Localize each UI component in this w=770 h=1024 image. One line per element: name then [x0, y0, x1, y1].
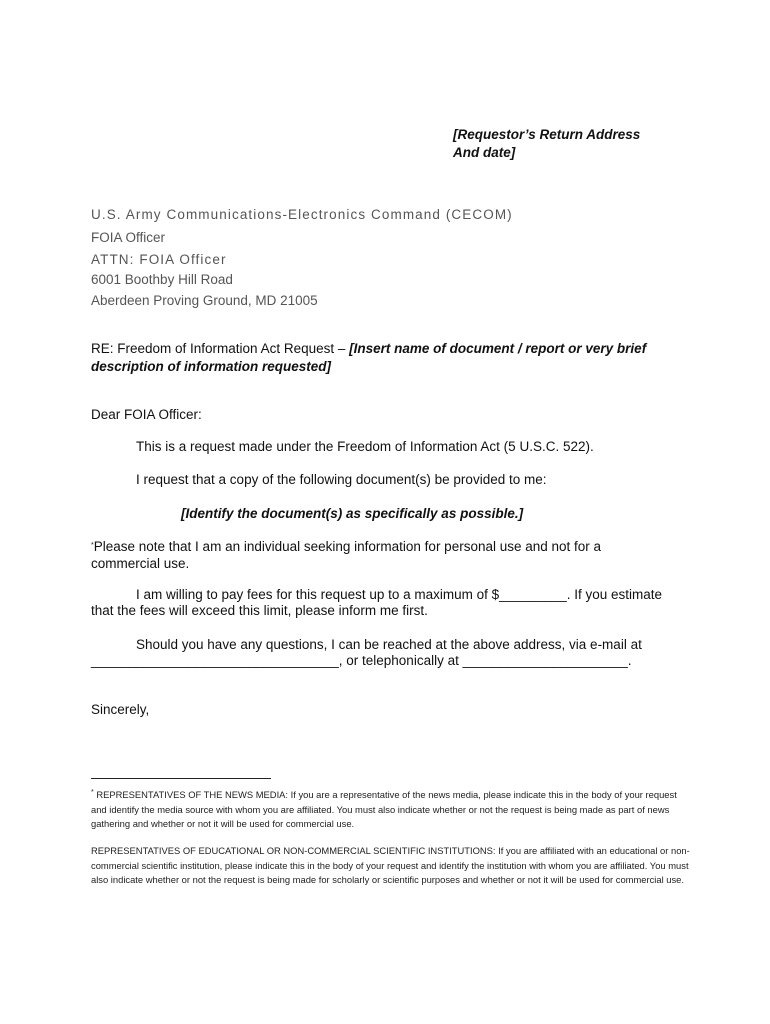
- identify-documents-placeholder: [Identify the document(s) as specifically as possible.]: [181, 506, 524, 521]
- return-address-line-1: [Requestor’s Return Address: [453, 127, 641, 142]
- recipient-officer: FOIA Officer: [91, 230, 166, 245]
- recipient-command: U.S. Army Communications-Electronics Command (CECOM): [91, 207, 513, 222]
- fees-line-1: I am willing to pay fees for this request up to a maximum of $_________. If you estimate: [136, 587, 663, 602]
- footnote-divider: [91, 778, 271, 779]
- note-text: Please note that I am an individual seeking information for personal use and not for a commercial use.: [91, 539, 602, 571]
- closing: Sincerely,: [91, 702, 150, 717]
- subject-line: [91, 340, 691, 376]
- subject-emphasis: [Insert name of document / report or very brief description of information requested]: [91, 341, 647, 374]
- copy-request-paragraph: I request that a copy of the following document(s) be provided to me:: [136, 472, 547, 487]
- footnote-educational: REPRESENTATIVES OF EDUCATIONAL OR NON-COMMERCIAL SCIENTIFIC INSTITUTIONS: If you are affiliated with an educational or non-commercial scientific institution, please indicate this in the body of your request and identify the institution with whom you are affiliated. You must also indicate whether or not the request is being made for scholarly or scientific purposes and whether or not it will be used for commercial use.: [91, 845, 690, 885]
- recipient-street: 6001 Boothby Hill Road: [91, 272, 233, 287]
- return-address-line-2: And date]: [453, 145, 516, 160]
- fees-line-2: that the fees will exceed this limit, please inform me first.: [91, 603, 428, 618]
- subject-prefix: RE: Freedom of Information Act Request –: [91, 341, 350, 356]
- return-address: [453, 126, 640, 162]
- personal-use-note: [91, 537, 651, 572]
- salutation: Dear FOIA Officer:: [91, 407, 202, 422]
- request-paragraph: This is a request made under the Freedom of Information Act (5 U.S.C. 522).: [136, 439, 594, 454]
- footnote-news-media-text: REPRESENTATIVES OF THE NEWS MEDIA: If you are a representative of the news media, please indicate this in the body of your request and identify the media source with whom you are affiliated. You must also indicate whether or not the request is being made as part of news gathering and whether or not it will be used for commercial use.: [91, 789, 677, 829]
- footnote-marker: *: [91, 789, 94, 796]
- recipient-attn: ATTN: FOIA Officer: [91, 252, 227, 267]
- contact-line-2: _________________________________, or telephonically at ______________________.: [91, 653, 632, 668]
- note-marker: *: [91, 542, 94, 549]
- contact-line-1: Should you have any questions, I can be reached at the above address, via e-mail at: [136, 637, 642, 652]
- footnote-news-media: [91, 786, 691, 832]
- recipient-city: Aberdeen Proving Ground, MD 21005: [91, 293, 318, 308]
